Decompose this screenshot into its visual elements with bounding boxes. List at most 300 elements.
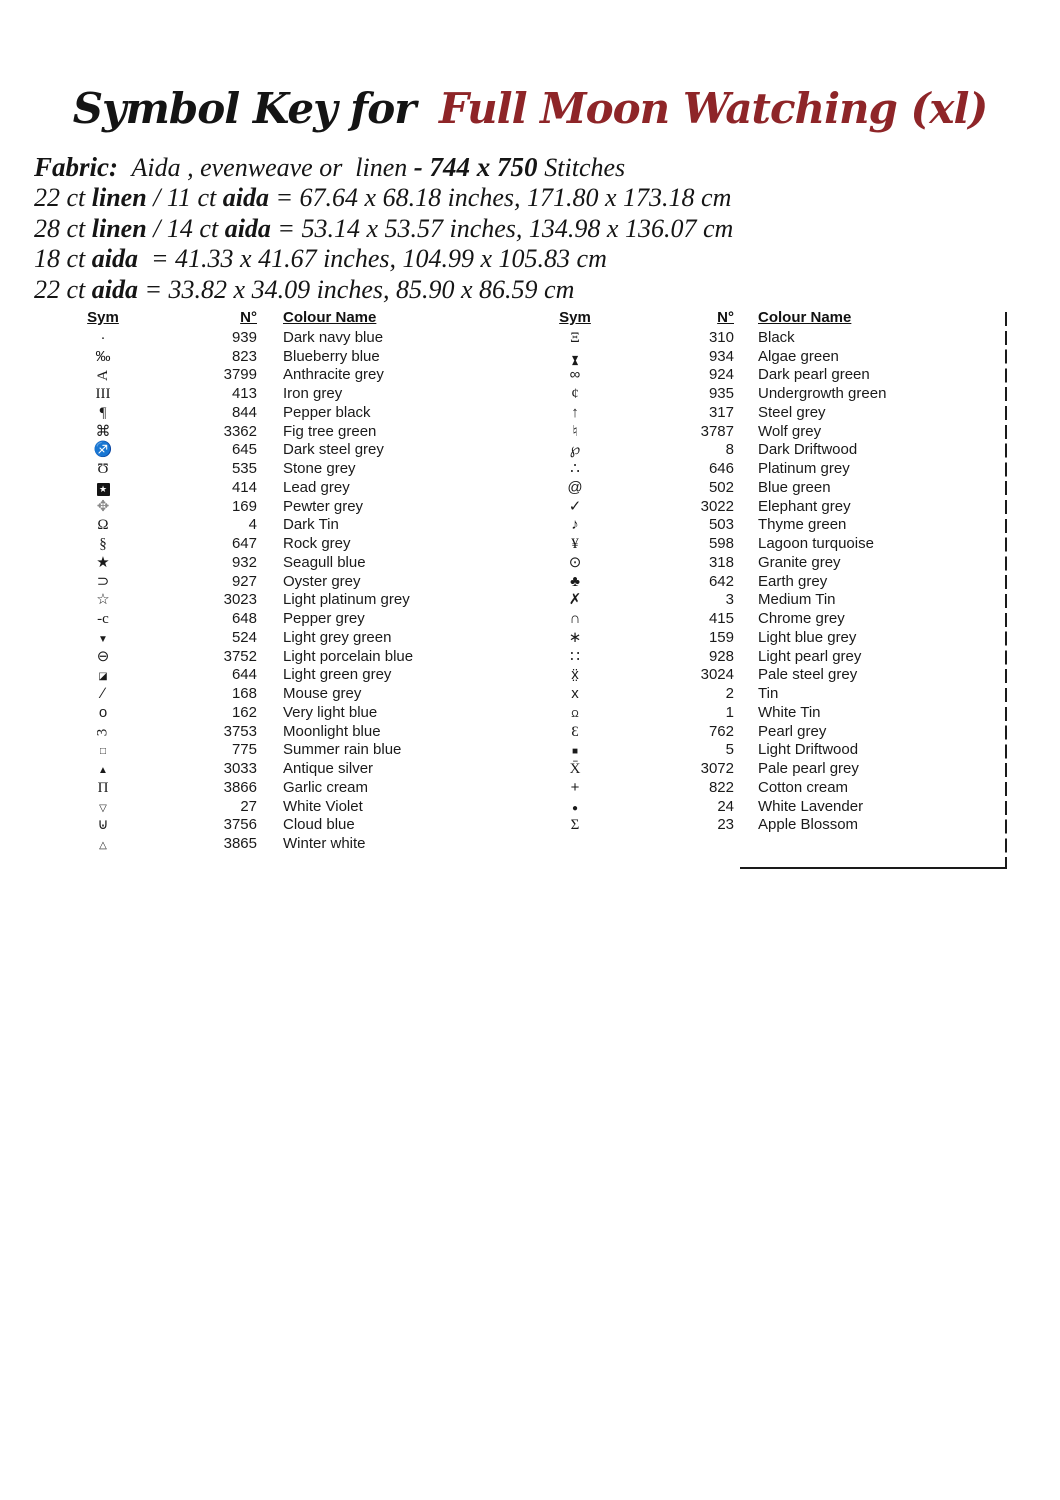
thread-number-cell: 3799 bbox=[223, 366, 257, 384]
header-colour-name: Colour Name bbox=[283, 309, 377, 326]
colour-name-cell: Tin bbox=[758, 685, 779, 703]
colour-name-cell: Platinum grey bbox=[758, 460, 850, 478]
colour-name-cell: Dark Tin bbox=[283, 516, 339, 534]
colour-name-cell: Light porcelain blue bbox=[283, 647, 414, 665]
symbol-cell bbox=[73, 329, 133, 346]
stitch-symbol: X̄ bbox=[569, 761, 581, 778]
stitch-symbol: · bbox=[100, 328, 106, 346]
colour-name-cell: Winter white bbox=[283, 835, 366, 853]
fabric-text-segment: / 11 ct bbox=[146, 183, 223, 213]
thread-number-cell: 598 bbox=[708, 535, 734, 553]
thread-number-cell: 1 bbox=[725, 703, 734, 721]
colour-name-cell: Pale steel grey bbox=[758, 666, 858, 684]
symbol-cell bbox=[73, 591, 133, 608]
symbol-cell bbox=[73, 835, 133, 852]
colour-name-cell: Black bbox=[758, 328, 795, 346]
thread-number-cell: 503 bbox=[708, 516, 734, 534]
thread-number-cell: 413 bbox=[231, 385, 257, 403]
key-row bbox=[545, 347, 1015, 366]
thread-number-cell: 310 bbox=[708, 328, 734, 346]
key-row bbox=[73, 347, 513, 366]
stitch-symbol: x bbox=[571, 685, 579, 703]
colour-name-cell: Thyme green bbox=[758, 516, 847, 534]
key-table-right-panel bbox=[545, 309, 1015, 834]
colour-name-cell: Cloud blue bbox=[283, 816, 355, 834]
symbol-cell bbox=[545, 460, 605, 477]
symbol-cell bbox=[545, 610, 605, 627]
thread-number-cell: 3 bbox=[725, 591, 734, 609]
colour-name-cell: Pewter grey bbox=[283, 497, 364, 515]
fabric-text-segment: Aida , evenweave or linen bbox=[131, 153, 414, 182]
stitch-symbol: ⊃ bbox=[96, 572, 110, 590]
page-title bbox=[0, 84, 1060, 133]
fabric-info-block bbox=[34, 152, 733, 305]
stitch-symbol: ♣ bbox=[570, 572, 580, 590]
key-row bbox=[545, 553, 1015, 572]
thread-number-cell: 5 bbox=[725, 741, 734, 759]
stitch-symbol: ẍ̤ bbox=[571, 666, 579, 684]
thread-number-cell: 3072 bbox=[700, 760, 734, 778]
key-row bbox=[73, 534, 513, 553]
thread-number-cell: 3023 bbox=[223, 591, 257, 609]
thread-number-cell: 762 bbox=[708, 722, 734, 740]
colour-name-cell: Light blue grey bbox=[758, 628, 857, 646]
symbol-cell bbox=[545, 591, 605, 608]
key-row bbox=[73, 666, 513, 685]
symbol-cell bbox=[545, 404, 605, 421]
stitch-symbol: ✗ bbox=[568, 591, 582, 609]
stitch-symbol: Ω bbox=[97, 517, 109, 534]
symbol-cell bbox=[73, 385, 133, 402]
stitch-symbol: ♪ bbox=[571, 516, 579, 534]
key-row bbox=[545, 609, 1015, 628]
key-rows-left bbox=[73, 328, 513, 853]
symbol-cell bbox=[545, 366, 605, 383]
key-row bbox=[73, 759, 513, 778]
thread-number-cell: 645 bbox=[231, 441, 257, 459]
symbol-cell bbox=[545, 629, 605, 646]
symbol-cell bbox=[73, 423, 133, 440]
stitch-symbol: ℘ bbox=[569, 441, 581, 459]
colour-name-cell: Undergrowth green bbox=[758, 385, 887, 403]
stitch-symbol: Ɛ bbox=[571, 723, 579, 740]
thread-number-cell: 524 bbox=[231, 628, 257, 646]
thread-number-cell: 2 bbox=[725, 685, 734, 703]
fabric-text-segment: 22 ct bbox=[34, 183, 92, 213]
header-sym: Sym bbox=[559, 309, 591, 326]
thread-number-cell: 23 bbox=[717, 816, 734, 834]
thread-number-cell: 168 bbox=[231, 685, 257, 703]
symbol-cell bbox=[73, 516, 133, 533]
stitch-symbol: ∩ bbox=[569, 610, 581, 628]
symbol-cell bbox=[545, 816, 605, 833]
symbol-cell bbox=[545, 498, 605, 515]
colour-name-cell: Wolf grey bbox=[758, 422, 822, 440]
fabric-line bbox=[34, 275, 733, 305]
thread-number-cell: 3753 bbox=[223, 722, 257, 740]
key-row bbox=[73, 478, 513, 497]
thread-number-cell: 3362 bbox=[223, 422, 257, 440]
stitch-symbol: @ bbox=[567, 478, 583, 496]
colour-name-cell: Blue green bbox=[758, 478, 831, 496]
symbol-cell bbox=[73, 479, 133, 496]
symbol-cell bbox=[545, 723, 605, 740]
colour-name-cell: Light green grey bbox=[283, 666, 392, 684]
stitch-symbol: ● bbox=[571, 802, 579, 814]
thread-number-cell: 27 bbox=[240, 797, 257, 815]
title-prefix: Symbol Key for bbox=[72, 84, 416, 133]
stitch-symbol: ∷ bbox=[570, 647, 580, 665]
symbol-cell bbox=[545, 704, 605, 721]
key-row bbox=[545, 384, 1015, 403]
table-bottom-border-line bbox=[740, 867, 1007, 869]
colour-name-cell: Pale pearl grey bbox=[758, 760, 859, 778]
symbol-cell bbox=[545, 516, 605, 533]
colour-name-cell: Granite grey bbox=[758, 553, 841, 571]
key-row bbox=[545, 647, 1015, 666]
colour-name-cell: Algae green bbox=[758, 347, 839, 365]
fabric-text-segment: aida bbox=[222, 183, 269, 213]
fabric-text-segment: aida bbox=[91, 244, 138, 274]
key-row bbox=[73, 703, 513, 722]
key-row bbox=[545, 703, 1015, 722]
symbol-cell bbox=[73, 554, 133, 571]
thread-number-cell: 646 bbox=[708, 460, 734, 478]
colour-name-cell: White Violet bbox=[283, 797, 363, 815]
symbol-cell bbox=[545, 685, 605, 702]
stitch-symbol: Π bbox=[97, 779, 109, 796]
symbol-cell bbox=[545, 741, 605, 758]
thread-number-cell: 934 bbox=[708, 347, 734, 365]
symbol-cell bbox=[73, 535, 133, 552]
colour-name-cell: Very light blue bbox=[283, 703, 378, 721]
stitch-symbol: ◪ bbox=[98, 671, 108, 683]
symbol-cell bbox=[73, 348, 133, 365]
thread-number-cell: 415 bbox=[708, 610, 734, 628]
stitch-symbol: III bbox=[95, 386, 111, 403]
thread-number-cell: 939 bbox=[231, 328, 257, 346]
colour-name-cell: Apple Blossom bbox=[758, 816, 859, 834]
thread-number-cell: 844 bbox=[231, 403, 257, 421]
colour-name-cell: Dark Driftwood bbox=[758, 441, 858, 459]
colour-name-cell: Moonlight blue bbox=[283, 722, 381, 740]
thread-number-cell: 414 bbox=[231, 478, 257, 496]
key-table-header bbox=[545, 309, 1015, 328]
symbol-cell bbox=[73, 441, 133, 458]
title-pattern-name: Full Moon Watching (xl) bbox=[425, 84, 988, 133]
fabric-text-segment: linen bbox=[91, 183, 147, 213]
fabric-text-segment: aida bbox=[91, 274, 138, 304]
symbol-cell bbox=[545, 348, 605, 365]
thread-number-cell: 317 bbox=[708, 403, 734, 421]
colour-name-cell: Iron grey bbox=[283, 385, 343, 403]
key-table-left-panel bbox=[73, 309, 513, 853]
colour-name-cell: Earth grey bbox=[758, 572, 828, 590]
symbol-cell bbox=[73, 648, 133, 665]
key-row bbox=[73, 459, 513, 478]
header-colour-name: Colour Name bbox=[758, 309, 852, 326]
fabric-text-segment: = 33.82 x 34.09 inches, 85.90 x 86.59 cm bbox=[138, 274, 575, 304]
symbol-cell bbox=[545, 760, 605, 777]
symbol-cell bbox=[73, 498, 133, 515]
colour-name-cell: Chrome grey bbox=[758, 610, 845, 628]
symbol-cell bbox=[73, 760, 133, 777]
key-row bbox=[73, 403, 513, 422]
symbol-cell bbox=[545, 666, 605, 683]
thread-number-cell: 648 bbox=[231, 610, 257, 628]
key-row bbox=[73, 328, 513, 347]
fabric-text-segment: / 14 ct bbox=[146, 213, 225, 243]
thread-number-cell: 927 bbox=[231, 572, 257, 590]
colour-name-cell: Mouse grey bbox=[283, 685, 362, 703]
key-row bbox=[545, 422, 1015, 441]
fabric-line bbox=[34, 183, 733, 213]
stitch-symbol: 3 bbox=[94, 728, 111, 736]
colour-name-cell: Blueberry blue bbox=[283, 347, 380, 365]
key-row bbox=[545, 328, 1015, 347]
stitch-symbol: ✓ bbox=[568, 497, 582, 515]
table-right-border-line bbox=[1005, 312, 1007, 868]
symbol-cell bbox=[73, 798, 133, 815]
thread-number-cell: 775 bbox=[231, 741, 257, 759]
symbol-cell bbox=[73, 741, 133, 758]
fabric-text-segment: Stitches bbox=[544, 153, 626, 182]
stitch-symbol: ▼ bbox=[98, 633, 108, 645]
stitch-symbol: Σ bbox=[570, 817, 580, 834]
fabric-text-segment: 18 ct bbox=[34, 244, 92, 274]
thread-number-cell: 924 bbox=[708, 366, 734, 384]
key-row bbox=[73, 722, 513, 741]
key-row bbox=[73, 441, 513, 460]
stitch-symbol: ‰ bbox=[95, 347, 111, 365]
stitch-symbol: ★ bbox=[97, 483, 110, 496]
key-row bbox=[545, 534, 1015, 553]
thread-number-cell: 822 bbox=[708, 778, 734, 796]
key-row bbox=[545, 366, 1015, 385]
stitch-symbol: ⊍ bbox=[97, 816, 109, 834]
stitch-symbol: ☆ bbox=[96, 591, 110, 609]
header-number: N° bbox=[717, 309, 734, 326]
colour-name-cell: Dark navy blue bbox=[283, 328, 384, 346]
colour-name-cell: Summer rain blue bbox=[283, 741, 402, 759]
thread-number-cell: 3865 bbox=[223, 835, 257, 853]
colour-name-cell: Garlic cream bbox=[283, 778, 369, 796]
key-row bbox=[545, 741, 1015, 760]
colour-name-cell: Fig tree green bbox=[283, 422, 377, 440]
key-row bbox=[73, 778, 513, 797]
key-row bbox=[73, 609, 513, 628]
key-row bbox=[545, 628, 1015, 647]
stitch-symbol: ¶ bbox=[99, 404, 107, 421]
key-row bbox=[545, 497, 1015, 516]
colour-name-cell: Antique silver bbox=[283, 760, 374, 778]
fabric-line bbox=[34, 244, 733, 274]
symbol-cell bbox=[545, 648, 605, 665]
thread-number-cell: 3752 bbox=[223, 647, 257, 665]
thread-number-cell: 644 bbox=[231, 666, 257, 684]
stitch-symbol: + bbox=[570, 778, 580, 796]
colour-name-cell: Oyster grey bbox=[283, 572, 361, 590]
key-row bbox=[73, 572, 513, 591]
stitch-symbol: A bbox=[94, 370, 111, 382]
symbol-cell bbox=[73, 685, 133, 702]
symbol-cell bbox=[73, 460, 133, 477]
key-row bbox=[73, 422, 513, 441]
thread-number-cell: 162 bbox=[231, 703, 257, 721]
key-table-header bbox=[73, 309, 513, 328]
symbol-cell bbox=[545, 535, 605, 552]
colour-name-cell: Cotton cream bbox=[758, 778, 849, 796]
fabric-text-segment: linen bbox=[91, 213, 147, 243]
stitch-symbol: ▲ bbox=[98, 765, 108, 777]
symbol-cell bbox=[73, 666, 133, 683]
key-row bbox=[73, 647, 513, 666]
key-row bbox=[545, 478, 1015, 497]
key-row bbox=[545, 572, 1015, 591]
thread-number-cell: 4 bbox=[248, 516, 257, 534]
key-row bbox=[73, 497, 513, 516]
stitch-symbol: -c bbox=[97, 611, 109, 628]
symbol-cell bbox=[545, 798, 605, 815]
stitch-symbol: ⊙ bbox=[568, 553, 582, 571]
key-row bbox=[73, 628, 513, 647]
colour-name-cell: Light Driftwood bbox=[758, 741, 859, 759]
thread-number-cell: 318 bbox=[708, 553, 734, 571]
key-row bbox=[73, 816, 513, 835]
fabric-line bbox=[34, 152, 733, 183]
stitch-symbol: Ξ bbox=[570, 329, 580, 346]
thread-number-cell: 932 bbox=[231, 553, 257, 571]
fabric-text-segment: 22 ct bbox=[34, 274, 92, 304]
fabric-text-segment: = 41.33 x 41.67 inches, 104.99 x 105.83 cm bbox=[138, 244, 607, 274]
fabric-text-segment: aida bbox=[224, 213, 271, 243]
stitch-symbol: ♮ bbox=[572, 422, 578, 440]
symbol-cell bbox=[73, 573, 133, 590]
header-sym: Sym bbox=[87, 309, 119, 326]
thread-number-cell: 3756 bbox=[223, 816, 257, 834]
fabric-line bbox=[34, 214, 733, 244]
stitch-symbol: ¢ bbox=[571, 386, 579, 403]
thread-number-cell: 159 bbox=[708, 628, 734, 646]
fabric-text-segment: Fabric: bbox=[34, 152, 132, 182]
thread-number-cell: 169 bbox=[231, 497, 257, 515]
colour-name-cell: Light grey green bbox=[283, 628, 392, 646]
stitch-symbol: Ω bbox=[571, 708, 579, 720]
colour-name-cell: White Tin bbox=[758, 703, 821, 721]
colour-name-cell: Elephant grey bbox=[758, 497, 851, 515]
symbol-cell bbox=[545, 573, 605, 590]
key-row bbox=[545, 797, 1015, 816]
thread-number-cell: 3024 bbox=[700, 666, 734, 684]
colour-name-cell: Seagull blue bbox=[283, 553, 366, 571]
symbol-cell bbox=[545, 385, 605, 402]
stitch-symbol: ▶◀ bbox=[571, 355, 580, 362]
colour-name-cell: White Lavender bbox=[758, 797, 864, 815]
header-number: N° bbox=[240, 309, 257, 326]
colour-name-cell: Light pearl grey bbox=[758, 647, 862, 665]
stitch-symbol: o bbox=[98, 703, 108, 721]
stitch-symbol: ∗ bbox=[568, 628, 582, 646]
symbol-cell bbox=[73, 816, 133, 833]
symbol-cell bbox=[545, 423, 605, 440]
key-row bbox=[73, 834, 513, 853]
thread-number-cell: 3866 bbox=[223, 778, 257, 796]
symbol-cell bbox=[545, 779, 605, 796]
symbol-cell bbox=[73, 779, 133, 796]
stitch-symbol: ⌘ bbox=[95, 422, 111, 440]
stitch-symbol: ✥ bbox=[96, 497, 110, 515]
thread-number-cell: 24 bbox=[717, 797, 734, 815]
thread-number-cell: 8 bbox=[725, 441, 734, 459]
stitch-symbol: □ bbox=[99, 746, 107, 758]
colour-name-cell: Stone grey bbox=[283, 460, 356, 478]
key-row bbox=[73, 797, 513, 816]
key-row bbox=[73, 366, 513, 385]
thread-number-cell: 502 bbox=[708, 478, 734, 496]
key-row bbox=[73, 516, 513, 535]
colour-name-cell: Rock grey bbox=[283, 535, 351, 553]
thread-number-cell: 647 bbox=[231, 535, 257, 553]
colour-name-cell: Steel grey bbox=[758, 403, 826, 421]
stitch-symbol: § bbox=[99, 536, 107, 553]
colour-name-cell: Lagoon turquoise bbox=[758, 535, 874, 553]
stitch-symbol: ∕ bbox=[101, 685, 105, 703]
stitch-symbol: ¥ bbox=[571, 536, 579, 553]
colour-name-cell: Anthracite grey bbox=[283, 366, 384, 384]
colour-name-cell: Pepper black bbox=[283, 403, 371, 421]
key-rows-right bbox=[545, 328, 1015, 834]
key-row bbox=[545, 516, 1015, 535]
stitch-symbol: ▽ bbox=[99, 802, 107, 814]
thread-number-cell: 3033 bbox=[223, 760, 257, 778]
symbol-cell bbox=[73, 366, 133, 383]
colour-name-cell: Pepper grey bbox=[283, 610, 365, 628]
symbol-cell bbox=[73, 404, 133, 421]
stitch-symbol: ⊖ bbox=[96, 647, 110, 665]
key-row bbox=[545, 722, 1015, 741]
key-row bbox=[545, 816, 1015, 835]
stitch-symbol: ■ bbox=[571, 746, 579, 758]
key-row bbox=[73, 384, 513, 403]
stitch-symbol: Ʊ bbox=[97, 461, 109, 478]
stitch-symbol: ★ bbox=[96, 553, 110, 571]
thread-number-cell: 935 bbox=[708, 385, 734, 403]
stitch-symbol: ♐ bbox=[93, 441, 113, 459]
key-row bbox=[545, 759, 1015, 778]
key-row bbox=[545, 591, 1015, 610]
colour-name-cell: Dark steel grey bbox=[283, 441, 384, 459]
thread-number-cell: 823 bbox=[231, 347, 257, 365]
thread-number-cell: 642 bbox=[708, 572, 734, 590]
symbol-cell bbox=[73, 610, 133, 627]
key-row bbox=[545, 684, 1015, 703]
key-row bbox=[545, 459, 1015, 478]
key-row bbox=[545, 778, 1015, 797]
key-row bbox=[545, 666, 1015, 685]
symbol-cell bbox=[545, 554, 605, 571]
colour-name-cell: Medium Tin bbox=[758, 591, 836, 609]
colour-name-cell: Dark pearl green bbox=[758, 366, 870, 384]
symbol-cell bbox=[73, 704, 133, 721]
key-row bbox=[73, 553, 513, 572]
key-row bbox=[73, 684, 513, 703]
thread-number-cell: 535 bbox=[231, 460, 257, 478]
colour-name-cell: Pearl grey bbox=[758, 722, 827, 740]
thread-number-cell: 3022 bbox=[700, 497, 734, 515]
fabric-text-segment: - 744 x 750 bbox=[413, 152, 545, 182]
symbol-cell bbox=[545, 441, 605, 458]
symbol-cell bbox=[545, 329, 605, 346]
